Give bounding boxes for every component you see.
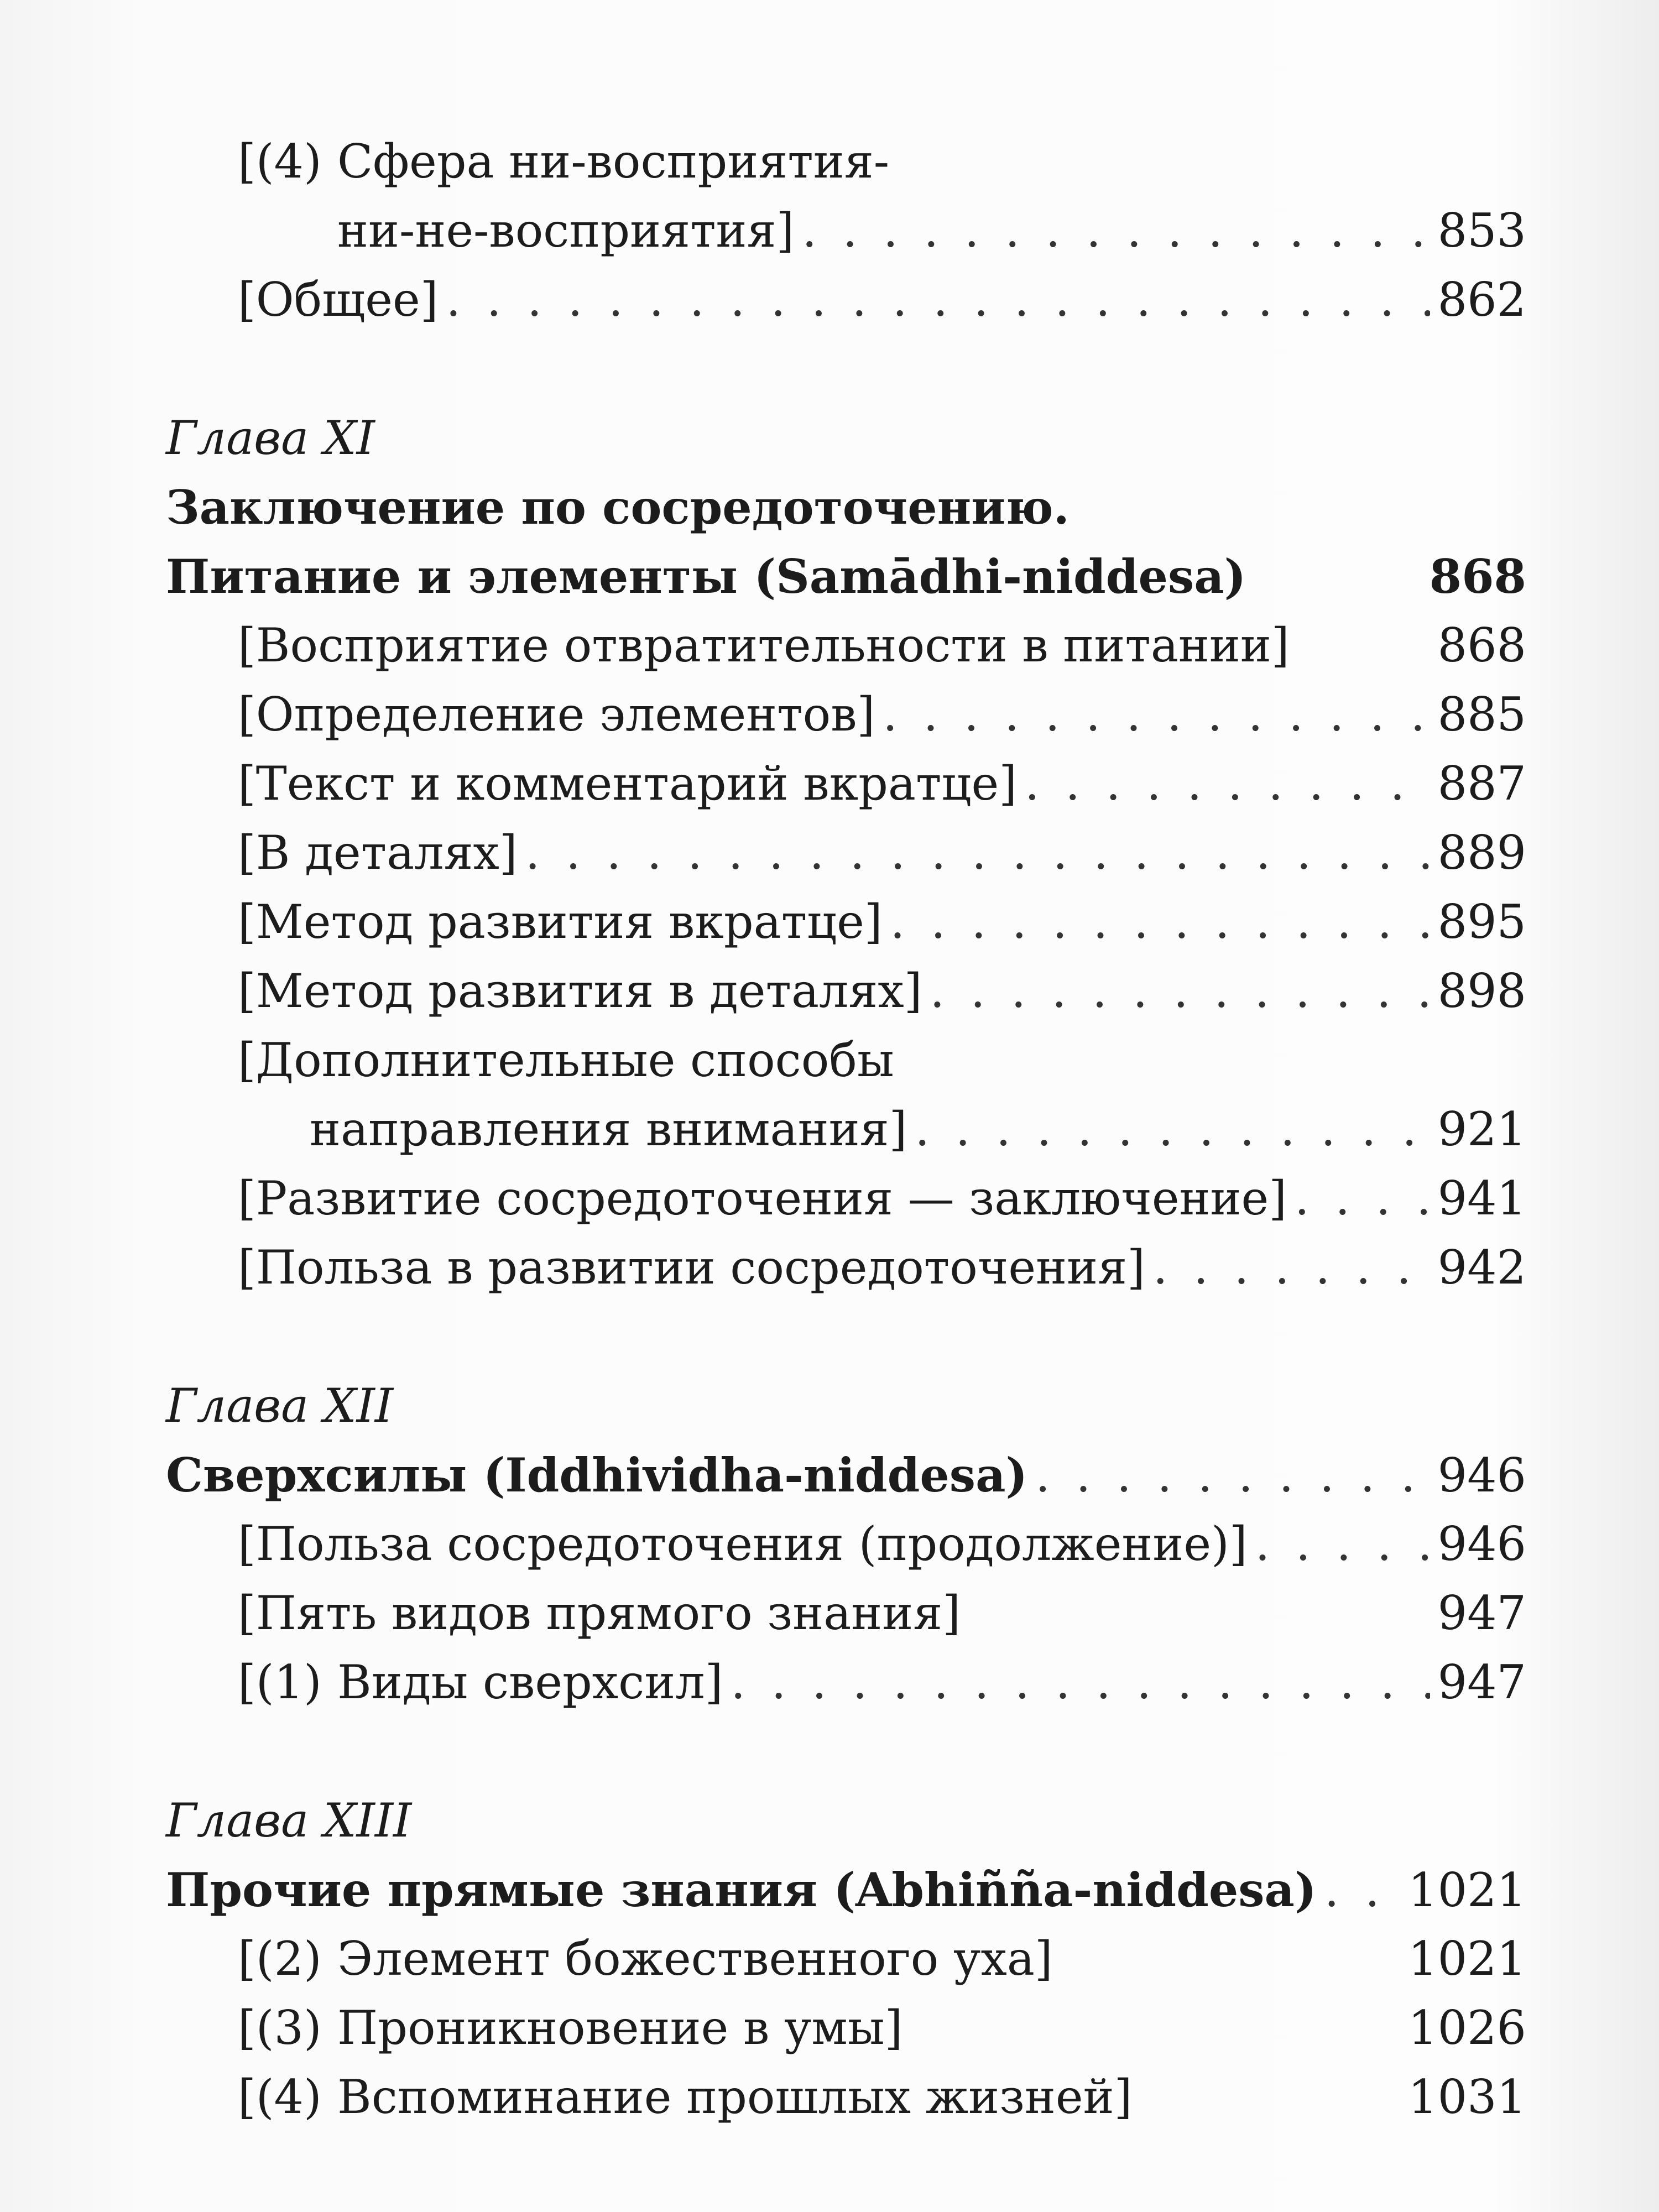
page-number: 868 (1437, 618, 1526, 672)
entry-number: [(4) (238, 134, 322, 189)
entry-number: [(1) (238, 1655, 322, 1709)
page-number: 941 (1437, 1171, 1526, 1225)
page-number: 1031 (1408, 2070, 1526, 2124)
chapter-title: Прочие прямые знания (Abhiñña-niddesa) (166, 1863, 1317, 1917)
entry-text: направления внимания] (310, 1102, 907, 1156)
page-number: 1026 (1408, 2001, 1526, 2055)
entry-text: [Метод развития в деталях] (238, 964, 922, 1018)
toc-entry (166, 2063, 1526, 2132)
dot-leader (890, 888, 1430, 957)
entry-text: Сфера ни-восприятия- (337, 134, 890, 189)
chapter-title-row (166, 1441, 1526, 1510)
entry-text: [Текст и комментарий вкратце] (238, 757, 1017, 811)
page-number: 947 (1437, 1586, 1526, 1640)
entry-text: [Общее] (238, 273, 439, 327)
chapter-label: Глава XI (166, 411, 375, 465)
entry-text: Виды сверхсил] (337, 1655, 723, 1709)
toc-entry (166, 888, 1526, 957)
dot-leader (883, 680, 1430, 749)
page-number: 1021 (1408, 1863, 1526, 1917)
page-number: 946 (1437, 1448, 1526, 1503)
entry-text: Элемент божественного уха] (337, 1932, 1053, 1986)
entry-text: ни-не-восприятия] (337, 204, 795, 258)
table-of-contents (166, 127, 1526, 2132)
toc-entry (166, 1233, 1526, 1302)
entry-text: [Польза сосредоточения (продолжение)] (238, 1517, 1248, 1571)
toc-entry (166, 265, 1526, 335)
entry-text: [Метод развития вкратце] (238, 895, 883, 949)
dot-leader (1295, 1164, 1430, 1233)
page-number: 946 (1437, 1517, 1526, 1571)
entry-text: [Развитие сосредоточения — заключение] (238, 1171, 1287, 1225)
page-number: 862 (1437, 273, 1526, 327)
chapter-title: Сверхсилы (Iddhividha-niddesa) (166, 1448, 1028, 1503)
page-number: 942 (1437, 1240, 1526, 1295)
page-number: 887 (1437, 757, 1526, 811)
chapter-title: Питание и элементы (Samādhi-niddesa) (166, 549, 1246, 604)
chapter-title-row (166, 542, 1526, 611)
toc-entry (166, 611, 1526, 680)
dot-leader (915, 1095, 1430, 1164)
dot-leader (930, 957, 1430, 1026)
dot-leader (525, 818, 1430, 888)
entry-text: [Дополнительные способы (238, 1033, 894, 1087)
toc-entry (166, 1648, 1526, 1717)
entry-text: [В деталях] (238, 826, 518, 880)
toc-entry-continued (166, 196, 1526, 265)
entry-number: [(4) (238, 2070, 322, 2124)
toc-entry (166, 1924, 1526, 1994)
chapter-title: Заключение по сосредоточению. (166, 480, 1070, 535)
entry-text: [Определение элементов] (238, 687, 875, 742)
chapter-label: Глава XIII (166, 1793, 412, 1848)
toc-entry (166, 1026, 1526, 1095)
toc-entry (166, 127, 1526, 196)
toc-entry (166, 957, 1526, 1026)
entry-text: [Польза в развитии сосредоточения] (238, 1240, 1145, 1295)
page-number: 868 (1429, 549, 1526, 604)
page-number: 1021 (1408, 1932, 1526, 1986)
entry-text: Вспоминание прошлых жизней] (337, 2070, 1133, 2124)
toc-entry (166, 749, 1526, 818)
dot-leader (1025, 749, 1430, 818)
toc-entry (166, 818, 1526, 888)
dot-leader (802, 196, 1430, 265)
entry-number: [(2) (238, 1932, 322, 1986)
dot-leader (1035, 1441, 1430, 1510)
chapter-title-row (166, 1855, 1526, 1924)
dot-leader (1324, 1856, 1400, 1925)
toc-entry (166, 1510, 1526, 1579)
toc-entry-continued (166, 1095, 1526, 1164)
chapter-label: Глава XII (166, 1379, 394, 1433)
page-number: 853 (1437, 204, 1526, 258)
entry-text: [Восприятие отвратительности в питании] (238, 618, 1290, 672)
page-number: 889 (1437, 826, 1526, 880)
toc-entry (166, 1994, 1526, 2063)
dot-leader (731, 1648, 1430, 1717)
dot-leader (1255, 1510, 1430, 1579)
page-number: 885 (1437, 687, 1526, 742)
dot-leader (446, 265, 1430, 335)
entry-text: [Пять видов прямого знания] (238, 1586, 961, 1640)
entry-text: Проникновение в умы] (337, 2001, 903, 2055)
page-number: 895 (1437, 895, 1526, 949)
toc-entry (166, 1579, 1526, 1648)
page-number: 921 (1437, 1102, 1526, 1156)
dot-leader (1153, 1233, 1430, 1302)
toc-entry (166, 1164, 1526, 1233)
toc-entry (166, 680, 1526, 749)
entry-number: [(3) (238, 2001, 322, 2055)
page-number: 898 (1437, 964, 1526, 1018)
page-number: 947 (1437, 1655, 1526, 1709)
